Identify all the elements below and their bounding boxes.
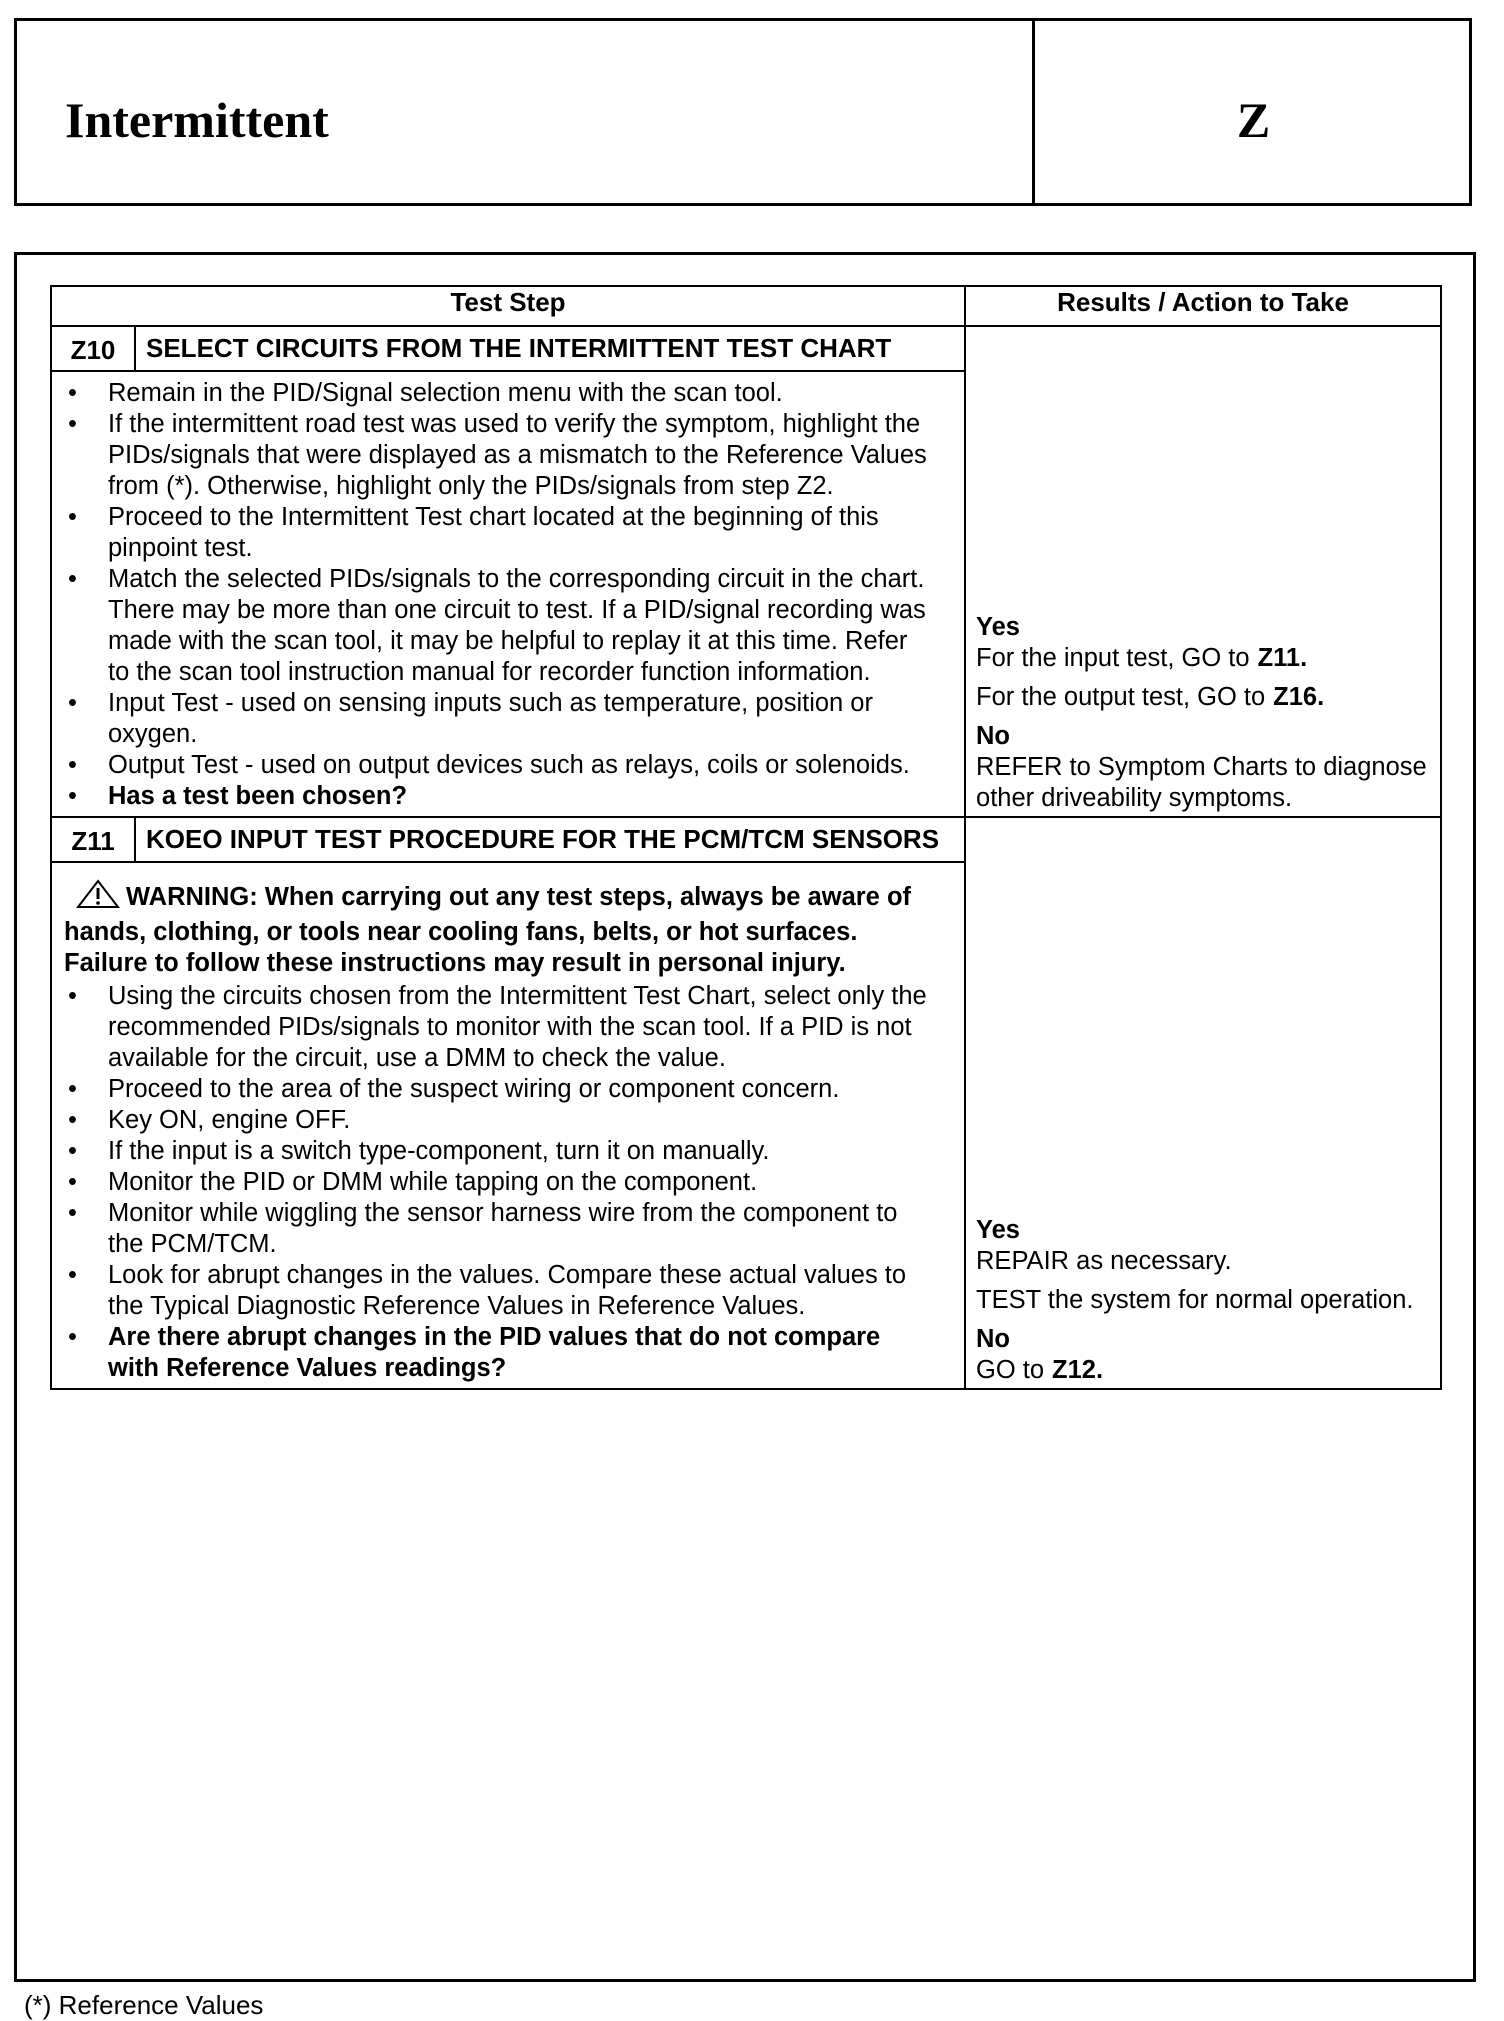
list-item-text: Proceed to the area of the suspect wiring or component concern. [108,1075,840,1103]
bullet-glyph: • [68,1261,77,1289]
page-title: Intermittent [65,92,329,148]
list-item-text: Remain in the PID/Signal selection menu with the scan tool. [108,379,783,407]
bullet-glyph: • [68,782,77,810]
step-id-z11: Z11 [51,817,135,862]
list-item-text: If the input is a switch type-component, turn it on manually. [108,1137,770,1165]
bullet-glyph: • [68,1323,77,1351]
bullet-glyph: • [68,751,77,779]
section-letter: Z [1236,92,1271,148]
list-item [64,1136,934,1167]
table-header-row [51,286,1441,326]
step-reference: Z12. [1052,1356,1104,1384]
list-item [64,564,934,688]
bullet-glyph: • [68,1199,77,1227]
step-body-z11 [51,862,965,1389]
list-item-text: Match the selected PIDs/signals to the corresponding circuit in the chart. There may be more than one circuit to test. If a PID/signal recording was made with the scan tool, it may be helpful to replay it at this time. Refer to the scan tool instruction manual for recorder function information. [108,565,926,686]
list-item [64,750,934,781]
step-z11-title-row [51,817,1441,862]
result-yes-line-2: TEST the system for normal operation. [976,1286,1414,1314]
bullet-glyph: • [68,1106,77,1134]
result-no-text: REFER to Symptom Charts to diagnose other driveability symptoms. [976,753,1427,812]
warning-block [64,879,934,979]
result-yes-label: Yes [976,1216,1020,1244]
list-item [64,1260,934,1322]
list-item [64,1198,934,1260]
column-header-results: Results / Action to Take [965,286,1441,326]
bullet-glyph: • [68,689,77,717]
bullet-glyph: • [68,1075,77,1103]
list-item-text: Proceed to the Intermittent Test chart located at the beginning of this pinpoint test. [108,503,879,562]
list-item-text: Look for abrupt changes in the values. Compare these actual values to the Typical Diagnostic Reference Values in Reference Values. [108,1261,907,1320]
result-yes-line-1: REPAIR as necessary. [976,1247,1232,1275]
results-z11 [965,817,1441,1389]
question-item [64,781,934,812]
step-title-z10: SELECT CIRCUITS FROM THE INTERMITTENT TEST CHART [135,326,965,371]
result-no-label: No [976,1325,1011,1353]
bullet-list [64,981,934,1384]
list-item-text: Monitor while wiggling the sensor harness wire from the component to the PCM/TCM. [108,1199,898,1258]
list-item [64,502,934,564]
warning-text: WARNING: When carrying out any test steps, always be aware of hands, clothing, or tools near cooling fans, belts, or hot surfaces. Failure to follow these instructions may result in personal injury. [64,883,912,977]
list-item-text: If the intermittent road test was used to verify the symptom, highlight the PIDs/signals that were displayed as a mismatch to the Reference Values from (*). Otherwise, highlight only the PIDs/signals from step Z2. [108,410,927,500]
column-header-test-step: Test Step [51,286,965,326]
bullet-glyph: • [68,379,77,407]
result-yes-line-2: For the output test, GO to Z16. [976,683,1325,711]
list-item [64,688,934,750]
list-item-text: Input Test - used on sensing inputs such as temperature, position or oxygen. [108,689,873,748]
question-text: Are there abrupt changes in the PID values that do not compare with Reference Values readings? [108,1323,881,1382]
step-reference: Z11. [1257,644,1308,672]
list-item [64,1074,934,1105]
bullet-glyph: • [68,1137,77,1165]
step-id-z10: Z10 [51,326,135,371]
bullet-glyph: • [68,982,77,1010]
bullet-glyph: • [68,565,77,593]
list-item [64,409,934,502]
question-item [64,1322,934,1384]
result-yes-label: Yes [976,613,1020,641]
footnote: (*) Reference Values [24,1990,264,2020]
list-item [64,981,934,1074]
list-item-text: Output Test - used on output devices such as relays, coils or solenoids. [108,751,910,779]
list-item-text: Using the circuits chosen from the Intermittent Test Chart, select only the recommended PIDs/signals to monitor with the scan tool. If a PID is not available for the circuit, use a DMM to check the value. [108,982,927,1072]
question-text: Has a test been chosen? [108,782,408,810]
warning-icon [76,879,120,917]
result-no-label: No [976,722,1011,750]
step-title-z11: KOEO INPUT TEST PROCEDURE FOR THE PCM/TCM SENSORS [135,817,965,862]
results-z10 [965,326,1441,817]
header-box [14,18,1472,206]
result-no-text: GO to Z12. [976,1356,1104,1384]
bullet-glyph: • [68,410,77,438]
bullet-glyph: • [68,503,77,531]
test-step-table [50,285,1442,1390]
step-reference: Z16. [1273,683,1325,711]
list-item-text: Key ON, engine OFF. [108,1106,351,1134]
content-box [14,252,1476,1982]
bullet-glyph: • [68,1168,77,1196]
step-body-z10 [51,371,965,817]
bullet-list [64,378,934,812]
step-z10-title-row [51,326,1441,371]
result-yes-line-1: For the input test, GO to Z11. [976,644,1308,672]
list-item [64,1167,934,1198]
list-item [64,378,934,409]
list-item-text: Monitor the PID or DMM while tapping on the component. [108,1168,758,1196]
list-item [64,1105,934,1136]
